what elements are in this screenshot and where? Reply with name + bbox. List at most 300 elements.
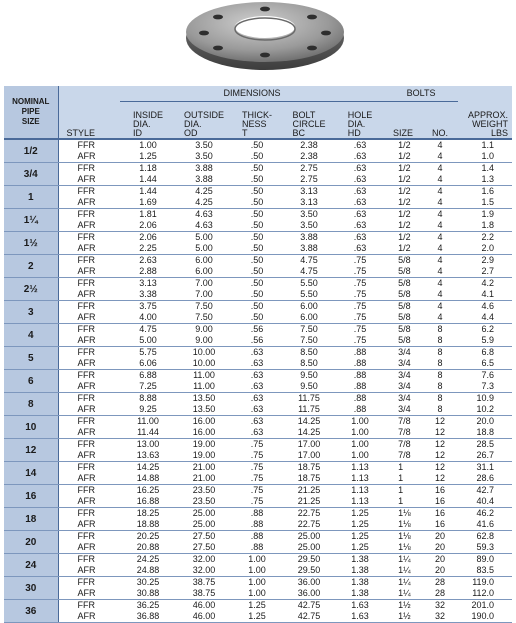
bolt-circle-cell: 17.00 bbox=[297, 439, 321, 449]
bolt-circle-cell: 7.50 bbox=[282, 335, 336, 347]
hole-dia-cell: 1.00 bbox=[336, 450, 384, 462]
bolt-circle-cell: 25.00 bbox=[282, 542, 336, 554]
outside-dia-cell: 16.00 bbox=[176, 427, 232, 439]
style-cell: FFR bbox=[77, 347, 95, 357]
bolt-count-cell: 4 bbox=[437, 232, 443, 242]
thickness-cell: .75 bbox=[250, 462, 264, 472]
bolt-circle-cell: 25.00 bbox=[297, 531, 321, 541]
inside-dia-cell: 3.13 bbox=[139, 278, 157, 288]
weight-cell: 1.3 bbox=[458, 174, 512, 186]
nominal-size-cell: 30 bbox=[4, 577, 58, 600]
inside-dia-cell: 9.25 bbox=[120, 404, 176, 416]
bolt-size-cell: 5/8 bbox=[384, 312, 422, 324]
weight-cell: 6.5 bbox=[458, 358, 512, 370]
thickness-cell: .88 bbox=[232, 519, 282, 531]
style-cell: AFR bbox=[58, 312, 120, 324]
bolt-size-cell: 1/2 bbox=[384, 220, 422, 232]
table-row bbox=[4, 462, 512, 474]
inside-dia-cell: 30.25 bbox=[136, 577, 160, 587]
table-row bbox=[4, 301, 512, 313]
thickness-cell: .50 bbox=[232, 174, 282, 186]
bolt-circle-header: BOLT CIRCLE BC bbox=[282, 102, 336, 140]
nominal-size-cell: 1/2 bbox=[4, 139, 58, 163]
nominal-size-cell: 10 bbox=[4, 416, 58, 439]
thickness-cell: .63 bbox=[232, 404, 282, 416]
nominal-size-cell: 2 bbox=[4, 255, 58, 278]
inside-dia-cell: 7.25 bbox=[120, 381, 176, 393]
bolt-circle-cell: 29.50 bbox=[282, 565, 336, 577]
thickness-cell: .75 bbox=[232, 450, 282, 462]
hole-dia-header: HOLE DIA. HD bbox=[336, 102, 384, 140]
table-row bbox=[4, 209, 512, 221]
bolt-count-cell: 20 bbox=[435, 531, 446, 541]
bolt-circle-cell: 3.88 bbox=[300, 232, 318, 242]
bolt-size-cell: 1⅛ bbox=[398, 508, 411, 518]
outside-dia-cell: 13.50 bbox=[192, 393, 216, 403]
bolt-size-cell: 1/2 bbox=[398, 186, 411, 196]
hole-dia-cell: 1.25 bbox=[336, 519, 384, 531]
style-cell: AFR bbox=[58, 496, 120, 508]
style-cell: AFR bbox=[58, 243, 120, 255]
bolt-count-cell: 32 bbox=[435, 600, 446, 610]
weight-cell: 1.1 bbox=[481, 140, 495, 150]
thickness-cell: .63 bbox=[250, 370, 264, 380]
thickness-cell: .88 bbox=[232, 542, 282, 554]
bolt-circle-cell: 9.50 bbox=[300, 370, 318, 380]
inside-dia-cell: 3.38 bbox=[120, 289, 176, 301]
bolt-circle-cell: 22.75 bbox=[282, 519, 336, 531]
hole-dia-cell: .88 bbox=[353, 347, 367, 357]
inside-dia-cell: 18.88 bbox=[120, 519, 176, 531]
bolt-count-cell: 8 bbox=[422, 404, 458, 416]
inside-dia-cell: 1.69 bbox=[120, 197, 176, 209]
inside-dia-cell: 18.25 bbox=[136, 508, 160, 518]
thickness-cell: .75 bbox=[250, 439, 264, 449]
bolt-circle-cell: 6.00 bbox=[300, 301, 318, 311]
nominal-size-cell: 8 bbox=[4, 393, 58, 416]
style-cell: AFR bbox=[58, 588, 120, 600]
hole-dia-cell: 1.13 bbox=[336, 496, 384, 508]
hole-dia-cell: .75 bbox=[336, 312, 384, 324]
bolt-count-cell: 16 bbox=[435, 508, 446, 518]
table-row bbox=[4, 588, 512, 600]
bolt-circle-cell: 3.50 bbox=[282, 220, 336, 232]
bolt-size-cell: 5/8 bbox=[398, 255, 411, 265]
style-cell: FFR bbox=[77, 209, 95, 219]
thickness-cell: .50 bbox=[232, 243, 282, 255]
hole-dia-cell: .88 bbox=[336, 404, 384, 416]
bolt-circle-cell: 18.75 bbox=[282, 473, 336, 485]
outside-dia-cell: 25.00 bbox=[176, 519, 232, 531]
bolt-circle-cell: 36.00 bbox=[297, 577, 321, 587]
hole-dia-cell: .88 bbox=[353, 370, 367, 380]
hole-dia-cell: 1.38 bbox=[351, 554, 369, 564]
weight-cell: 1.8 bbox=[458, 220, 512, 232]
weight-cell: 7.6 bbox=[481, 370, 495, 380]
bolt-size-cell: 1⅛ bbox=[384, 542, 422, 554]
weight-cell: 18.8 bbox=[458, 427, 512, 439]
weight-cell: 59.3 bbox=[458, 542, 512, 554]
table-row bbox=[4, 565, 512, 577]
thickness-cell: 1.00 bbox=[248, 577, 266, 587]
bolt-count-cell: 4 bbox=[437, 163, 443, 173]
inside-dia-cell: 2.06 bbox=[139, 232, 157, 242]
weight-cell: 28.6 bbox=[458, 473, 512, 485]
style-cell: FFR bbox=[77, 370, 95, 380]
bolt-circle-cell: 11.75 bbox=[282, 404, 336, 416]
outside-dia-cell: 9.00 bbox=[176, 335, 232, 347]
hole-dia-cell: 1.00 bbox=[336, 427, 384, 439]
thickness-cell: .63 bbox=[232, 427, 282, 439]
inside-dia-cell: 4.75 bbox=[139, 324, 157, 334]
style-cell: AFR bbox=[58, 473, 120, 485]
table-row bbox=[4, 289, 512, 301]
bolt-size-cell: 3/4 bbox=[384, 404, 422, 416]
weight-cell: 20.0 bbox=[476, 416, 495, 426]
bolt-size-cell: 1¼ bbox=[398, 577, 411, 587]
outside-dia-cell: 3.50 bbox=[195, 140, 213, 150]
outside-dia-cell: 6.00 bbox=[176, 266, 232, 278]
table-row bbox=[4, 577, 512, 589]
bolt-circle-cell: 17.00 bbox=[282, 450, 336, 462]
bolt-count-cell: 4 bbox=[422, 243, 458, 255]
table-row bbox=[4, 381, 512, 393]
bolt-size-cell: 1/2 bbox=[398, 140, 411, 150]
nominal-size-cell: 2½ bbox=[4, 278, 58, 301]
weight-cell: 4.2 bbox=[481, 278, 495, 288]
bolt-count-header: NO. bbox=[422, 102, 458, 140]
bolt-count-cell: 32 bbox=[422, 611, 458, 623]
hole-dia-cell: .88 bbox=[336, 381, 384, 393]
bolt-size-cell: 1/2 bbox=[398, 209, 411, 219]
outside-dia-cell: 3.50 bbox=[176, 151, 232, 163]
bolt-count-cell: 4 bbox=[437, 186, 443, 196]
table-row bbox=[4, 151, 512, 163]
bolt-size-header: SIZE bbox=[384, 102, 422, 140]
inside-dia-cell: 11.44 bbox=[120, 427, 176, 439]
hole-dia-cell: .75 bbox=[336, 266, 384, 278]
inside-dia-cell: 1.44 bbox=[139, 186, 157, 196]
thickness-cell: .50 bbox=[232, 289, 282, 301]
outside-dia-cell: 21.00 bbox=[176, 473, 232, 485]
bolt-size-cell: 3/4 bbox=[398, 347, 411, 357]
hole-dia-cell: 1.00 bbox=[351, 416, 369, 426]
table-row bbox=[4, 427, 512, 439]
bolt-size-cell: 1½ bbox=[398, 600, 411, 610]
weight-cell: 26.7 bbox=[458, 450, 512, 462]
nominal-size-cell: 14 bbox=[4, 462, 58, 485]
thickness-cell: .50 bbox=[232, 197, 282, 209]
table-row bbox=[4, 347, 512, 359]
weight-cell: 4.1 bbox=[458, 289, 512, 301]
outside-dia-cell: 5.00 bbox=[176, 243, 232, 255]
table-row bbox=[4, 416, 512, 428]
hole-dia-cell: 1.38 bbox=[351, 577, 369, 587]
nominal-size-cell: 4 bbox=[4, 324, 58, 347]
weight-cell: 5.9 bbox=[458, 335, 512, 347]
weight-cell: 1.9 bbox=[481, 209, 495, 219]
inside-dia-cell: 14.25 bbox=[136, 462, 160, 472]
table-row bbox=[4, 335, 512, 347]
bolt-count-cell: 20 bbox=[422, 565, 458, 577]
bolt-circle-cell: 14.25 bbox=[297, 416, 321, 426]
outside-dia-cell: 7.00 bbox=[176, 289, 232, 301]
table-row bbox=[4, 232, 512, 244]
bolt-circle-cell: 42.75 bbox=[282, 611, 336, 623]
bolt-count-cell: 8 bbox=[422, 381, 458, 393]
weight-cell: 119.0 bbox=[472, 577, 495, 587]
style-cell: AFR bbox=[58, 381, 120, 393]
style-cell: FFR bbox=[77, 140, 95, 150]
bolt-circle-cell: 6.00 bbox=[282, 312, 336, 324]
style-cell: FFR bbox=[77, 301, 95, 311]
thickness-cell: .88 bbox=[250, 508, 264, 518]
inside-dia-cell: 13.00 bbox=[136, 439, 160, 449]
outside-dia-cell: 32.00 bbox=[192, 554, 216, 564]
thickness-cell: .50 bbox=[250, 163, 264, 173]
weight-cell: 201.0 bbox=[471, 600, 495, 610]
weight-cell: 6.2 bbox=[481, 324, 495, 334]
outside-dia-cell: 10.00 bbox=[176, 358, 232, 370]
bolt-count-cell: 4 bbox=[422, 312, 458, 324]
hole-dia-cell: 1.25 bbox=[336, 542, 384, 554]
weight-cell: 89.0 bbox=[476, 554, 495, 564]
thickness-cell: 1.00 bbox=[232, 588, 282, 600]
nominal-size-header: NOMINAL PIPE SIZE bbox=[4, 86, 58, 139]
bolt-circle-cell: 5.50 bbox=[300, 278, 318, 288]
inside-dia-cell: 1.25 bbox=[120, 151, 176, 163]
bolt-count-cell: 12 bbox=[435, 439, 446, 449]
inside-dia-header: INSIDE DIA. ID bbox=[120, 102, 176, 140]
outside-dia-cell: 32.00 bbox=[176, 565, 232, 577]
inside-dia-cell: 14.88 bbox=[120, 473, 176, 485]
table-row bbox=[4, 174, 512, 186]
bolt-size-cell: 1½ bbox=[384, 611, 422, 623]
bolt-size-cell: 1/2 bbox=[398, 163, 411, 173]
nominal-size-cell: 24 bbox=[4, 554, 58, 577]
bolt-count-cell: 12 bbox=[435, 462, 446, 472]
hole-dia-cell: .88 bbox=[353, 393, 367, 403]
column-headers bbox=[4, 102, 512, 140]
inside-dia-cell: 4.00 bbox=[120, 312, 176, 324]
style-cell: FFR bbox=[77, 554, 95, 564]
weight-cell: 2.7 bbox=[458, 266, 512, 278]
thickness-cell: .63 bbox=[250, 393, 264, 403]
table-row bbox=[4, 485, 512, 497]
bolt-count-cell: 4 bbox=[422, 197, 458, 209]
bolt-count-cell: 4 bbox=[437, 301, 443, 311]
thickness-cell: .50 bbox=[232, 220, 282, 232]
hole-dia-cell: .75 bbox=[336, 335, 384, 347]
weight-cell: 41.6 bbox=[458, 519, 512, 531]
bolt-size-cell: 1 bbox=[398, 485, 404, 495]
bolt-count-cell: 4 bbox=[422, 220, 458, 232]
inside-dia-cell: 20.88 bbox=[120, 542, 176, 554]
bolt-count-cell: 12 bbox=[422, 427, 458, 439]
bolt-count-cell: 12 bbox=[422, 450, 458, 462]
weight-cell: 83.5 bbox=[458, 565, 512, 577]
bolt-size-cell: 1 bbox=[398, 462, 404, 472]
hole-dia-cell: .75 bbox=[353, 301, 367, 311]
bolt-size-cell: 1/2 bbox=[384, 243, 422, 255]
outside-dia-cell: 7.50 bbox=[176, 312, 232, 324]
thickness-cell: .56 bbox=[250, 324, 264, 334]
hole-dia-cell: .75 bbox=[336, 289, 384, 301]
inside-dia-cell: 11.00 bbox=[137, 416, 159, 426]
inside-dia-cell: 3.75 bbox=[139, 301, 157, 311]
table-row bbox=[4, 370, 512, 382]
bolts-group-header: BOLTS bbox=[384, 86, 458, 102]
bolt-circle-cell: 2.38 bbox=[282, 151, 336, 163]
hole-dia-cell: .63 bbox=[353, 140, 367, 150]
nominal-size-cell: 5 bbox=[4, 347, 58, 370]
outside-dia-cell: 23.50 bbox=[176, 496, 232, 508]
bolt-count-cell: 4 bbox=[437, 140, 443, 150]
bolt-circle-cell: 3.13 bbox=[300, 186, 318, 196]
outside-dia-cell: 9.00 bbox=[195, 324, 213, 334]
style-cell: AFR bbox=[58, 289, 120, 301]
bolt-circle-cell: 11.75 bbox=[298, 393, 320, 403]
bolt-count-cell: 16 bbox=[435, 485, 446, 495]
weight-cell: 28.5 bbox=[476, 439, 495, 449]
style-cell: AFR bbox=[58, 542, 120, 554]
table-row bbox=[4, 508, 512, 520]
inside-dia-cell: 6.88 bbox=[139, 370, 157, 380]
outside-dia-cell: 25.00 bbox=[192, 508, 216, 518]
weight-cell: 1.0 bbox=[458, 151, 512, 163]
weight-cell: 10.9 bbox=[476, 393, 495, 403]
hole-dia-cell: 1.25 bbox=[351, 531, 369, 541]
outside-dia-cell: 27.50 bbox=[176, 542, 232, 554]
bolt-count-cell: 12 bbox=[422, 473, 458, 485]
thickness-cell: .50 bbox=[250, 140, 264, 150]
weight-cell: 1.4 bbox=[481, 163, 495, 173]
bolt-circle-cell: 14.25 bbox=[282, 427, 336, 439]
style-cell: AFR bbox=[58, 220, 120, 232]
table-row bbox=[4, 542, 512, 554]
inside-dia-cell: 13.63 bbox=[120, 450, 176, 462]
outside-dia-cell: 6.00 bbox=[195, 255, 213, 265]
bolt-count-cell: 16 bbox=[422, 496, 458, 508]
inside-dia-cell: 8.88 bbox=[139, 393, 157, 403]
style-cell: FFR bbox=[77, 232, 95, 242]
bolt-count-cell: 4 bbox=[437, 255, 443, 265]
bolt-count-cell: 20 bbox=[422, 542, 458, 554]
outside-dia-cell: 21.00 bbox=[192, 462, 216, 472]
table-row bbox=[4, 243, 512, 255]
hole-dia-cell: 1.38 bbox=[336, 588, 384, 600]
outside-dia-cell: 10.00 bbox=[192, 347, 216, 357]
outside-dia-cell: 11.00 bbox=[176, 381, 232, 393]
inside-dia-cell: 2.06 bbox=[120, 220, 176, 232]
bolt-circle-cell: 22.75 bbox=[297, 508, 321, 518]
table-row bbox=[4, 450, 512, 462]
bolt-size-cell: 5/8 bbox=[398, 301, 411, 311]
style-cell: FFR bbox=[77, 485, 95, 495]
table-row bbox=[4, 393, 512, 405]
style-cell: FFR bbox=[77, 186, 95, 196]
thickness-cell: .50 bbox=[250, 301, 264, 311]
nominal-size-cell: 16 bbox=[4, 485, 58, 508]
style-cell: AFR bbox=[58, 335, 120, 347]
weight-cell: 2.0 bbox=[458, 243, 512, 255]
style-cell: FFR bbox=[77, 531, 95, 541]
inside-dia-cell: 1.18 bbox=[139, 163, 157, 173]
weight-cell: 40.4 bbox=[458, 496, 512, 508]
style-cell: AFR bbox=[58, 519, 120, 531]
bolt-count-cell: 4 bbox=[422, 289, 458, 301]
weight-cell: 112.0 bbox=[458, 588, 512, 600]
outside-dia-cell: 38.75 bbox=[192, 577, 216, 587]
hole-dia-cell: .75 bbox=[353, 255, 367, 265]
outside-dia-cell: 5.00 bbox=[195, 232, 213, 242]
hole-dia-cell: .63 bbox=[336, 174, 384, 186]
inside-dia-cell: 2.25 bbox=[120, 243, 176, 255]
bolt-size-cell: 1/2 bbox=[398, 232, 411, 242]
hole-dia-cell: .63 bbox=[336, 151, 384, 163]
bolt-circle-cell: 42.75 bbox=[297, 600, 321, 610]
outside-dia-cell: 4.63 bbox=[176, 220, 232, 232]
weight-cell: 2.2 bbox=[481, 232, 495, 242]
nominal-size-cell: 36 bbox=[4, 600, 58, 623]
style-cell: AFR bbox=[58, 450, 120, 462]
bolt-size-cell: 7/8 bbox=[384, 427, 422, 439]
table-row bbox=[4, 163, 512, 175]
style-cell: FFR bbox=[77, 255, 95, 265]
hole-dia-cell: 1.13 bbox=[351, 485, 369, 495]
table-row bbox=[4, 278, 512, 290]
thickness-cell: .88 bbox=[250, 531, 264, 541]
inside-dia-cell: 16.88 bbox=[120, 496, 176, 508]
style-cell: AFR bbox=[58, 174, 120, 186]
thickness-cell: .50 bbox=[232, 266, 282, 278]
outside-dia-cell: 4.25 bbox=[176, 197, 232, 209]
style-cell: FFR bbox=[77, 462, 95, 472]
style-cell: AFR bbox=[58, 404, 120, 416]
inside-dia-cell: 16.25 bbox=[136, 485, 160, 495]
table-row bbox=[4, 266, 512, 278]
bolt-size-cell: 1 bbox=[384, 496, 422, 508]
style-cell: AFR bbox=[58, 266, 120, 278]
nominal-size-cell: 18 bbox=[4, 508, 58, 531]
hole-dia-cell: 1.38 bbox=[336, 565, 384, 577]
bolt-count-cell: 4 bbox=[422, 174, 458, 186]
inside-dia-cell: 6.06 bbox=[120, 358, 176, 370]
style-cell: FFR bbox=[77, 163, 95, 173]
thickness-cell: .75 bbox=[250, 485, 264, 495]
weight-cell: 31.1 bbox=[476, 462, 495, 472]
thickness-cell: .50 bbox=[250, 186, 264, 196]
nominal-size-cell: 1¼ bbox=[4, 209, 58, 232]
weight-cell: 190.0 bbox=[458, 611, 512, 623]
table-row bbox=[4, 324, 512, 336]
hole-dia-cell: 1.25 bbox=[351, 508, 369, 518]
outside-dia-cell: 7.00 bbox=[195, 278, 213, 288]
bolt-circle-cell: 21.25 bbox=[282, 496, 336, 508]
style-cell: FFR bbox=[77, 324, 95, 334]
style-cell: AFR bbox=[58, 565, 120, 577]
style-cell: AFR bbox=[58, 427, 120, 439]
style-cell: FFR bbox=[77, 508, 95, 518]
hole-dia-cell: .63 bbox=[353, 186, 367, 196]
thickness-cell: .63 bbox=[232, 358, 282, 370]
style-cell: FFR bbox=[77, 577, 95, 587]
outside-dia-cell: 13.50 bbox=[176, 404, 232, 416]
bolt-count-cell: 8 bbox=[437, 324, 443, 334]
weight-cell: 6.8 bbox=[481, 347, 495, 357]
inside-dia-cell: 1.44 bbox=[120, 174, 176, 186]
inside-dia-cell: 2.63 bbox=[139, 255, 157, 265]
